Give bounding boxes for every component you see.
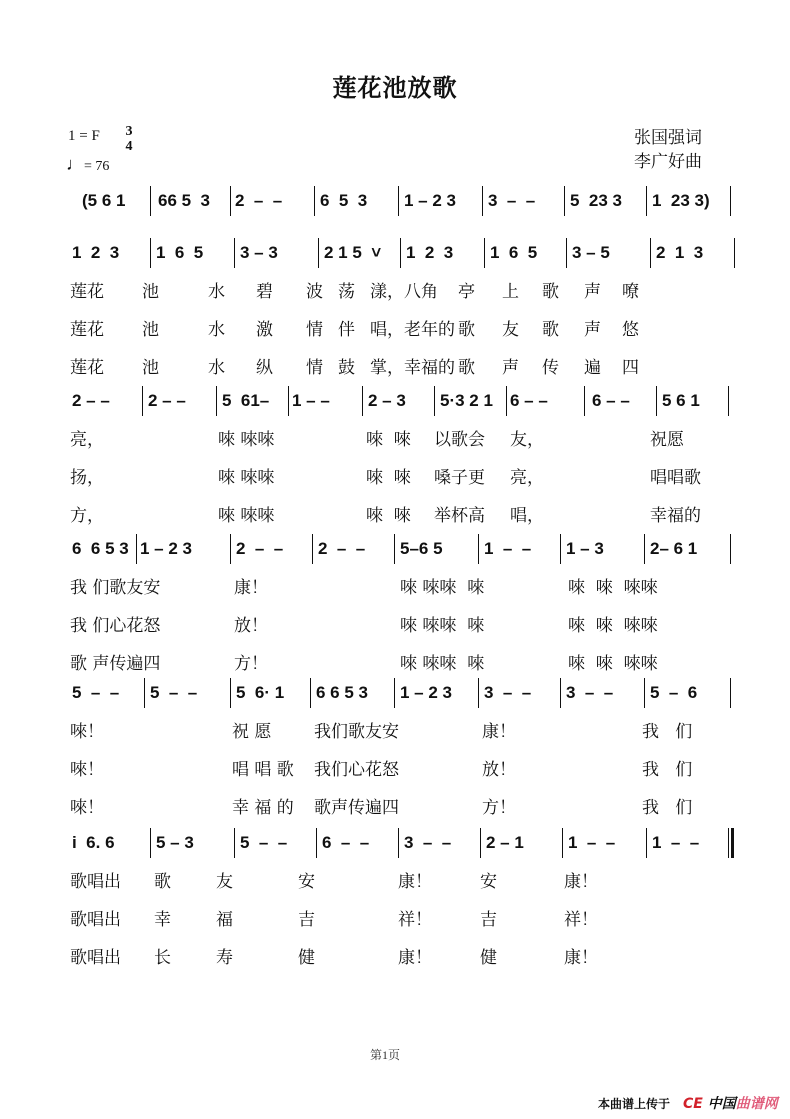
measure: 66 5 3 [158,191,210,210]
measure: i 6. 6 [72,833,115,852]
bar-line [150,828,151,858]
notation-row [70,384,740,418]
measure: 5 – – [72,683,120,702]
lyric-word: 幸 福 的 [232,798,294,818]
lyric-word: 四 [622,358,639,378]
lyric-word: 唱唱歌 [650,468,701,488]
lyric-word: 健 [298,948,315,968]
bar-line [730,678,731,708]
lyric-word: 歌 [542,282,559,302]
lyric-verse-1 [70,428,750,452]
lyric-word: 歌唱出 [70,948,121,968]
lyric-word: 嘹 [622,282,639,302]
lyric-word: 唻 唻 唻唻 [568,616,658,636]
measure: 1 – 2 3 [404,191,456,210]
brand-logo-icon: CE [683,1096,703,1112]
notation-row [70,184,740,218]
measure: 3 – 5 [572,243,610,262]
bar-line [656,386,657,416]
time-signature-bottom: 4 [125,139,133,154]
lyric-word: 激 [256,320,273,340]
bar-line [394,678,395,708]
lyric-word: 波 [306,282,323,302]
lyric-word: 唻 唻 唻唻 [568,578,658,598]
lyric-word: 放！ [234,616,268,636]
lyric-verse-3 [70,356,750,380]
measure: 5–6 5 [400,539,443,558]
bar-line [318,238,319,268]
lyric-word: 长 [154,948,171,968]
lyric-word: 歌 [542,320,559,340]
measure: 6 – – [510,391,548,410]
composer: 李广好曲 [634,152,702,172]
bar-line [314,186,315,216]
lyric-word: 幸福的 [404,358,455,378]
measure: 2 – 1 [486,833,524,852]
lyric-word: 康！ [398,948,432,968]
bar-line [566,238,567,268]
lyric-word: 友 [502,320,519,340]
lyric-verse-3 [70,796,750,820]
bar-line [484,238,485,268]
lyric-word: 祝 愿 [232,722,272,742]
bar-line [230,534,231,564]
measure: 2 – 3 [368,391,406,410]
lyric-verse-2 [70,758,750,782]
lyric-word: 唱， [370,320,404,340]
measure: 1 2 3 [72,243,120,262]
brand-watermark [683,1093,778,1113]
lyric-word: 唻 唻唻 唻 [400,578,485,598]
bar-line [560,534,561,564]
measure: 1 6 5 [156,243,204,262]
time-signature [122,124,136,154]
lyric-word: 歌 [154,872,171,892]
bar-line [734,238,735,268]
bar-line [482,186,483,216]
lyric-word: 水 [208,320,225,340]
key-signature: 1 = F [68,128,100,144]
lyric-word: 亭 [458,282,475,302]
measure: 5 – – [240,833,288,852]
lyric-word: 健 [480,948,497,968]
bar-line [150,238,151,268]
measure: 5 6 1 [662,391,700,410]
lyric-verse-3 [70,504,750,528]
bar-line [646,828,647,858]
lyric-word: 嗓子更 [434,468,485,488]
bar-line [650,238,651,268]
quarter-note-icon: ♩ [66,154,84,174]
lyric-word: 声 [584,282,601,302]
measure: 3 – – [488,191,536,210]
bar-line [136,534,137,564]
measure: 2 – – [318,539,366,558]
lyric-verse-2 [70,466,750,490]
bar-line [316,828,317,858]
notation-row [70,676,740,710]
upload-notice: 本曲谱上传于 [598,1097,671,1111]
measure: 5 – 6 [650,683,698,702]
bar-line [480,828,481,858]
lyric-word: 池 [142,282,159,302]
lyric-word: 唻！ [70,722,104,742]
lyric-word: 纵 [256,358,273,378]
notation-row [70,826,740,860]
lyric-word: 安 [480,872,497,892]
measure: 1 – – [484,539,532,558]
lyric-word: 情 [306,358,323,378]
lyric-verse-3 [70,946,750,970]
measure: 1 – 2 3 [400,683,452,702]
notation-row [70,236,740,270]
measure: 1 – – [568,833,616,852]
lyric-word: 上 [502,282,519,302]
bar-line [478,534,479,564]
measure: 1 – – [652,833,700,852]
lyric-word: 放！ [482,760,516,780]
lyric-word: 传 [542,358,559,378]
time-signature-top: 3 [125,124,133,139]
measure: 6 – – [322,833,370,852]
lyric-word: 唻！ [70,798,104,818]
lyric-word: 唻 唻 [366,430,411,450]
lyric-word: 友， [510,430,544,450]
lyric-verse-1 [70,870,750,894]
measure: 2 – – [148,391,186,410]
lyric-word: 漾， [370,282,404,302]
lyric-word: 唻 唻 [366,506,411,526]
bar-line [362,386,363,416]
final-bar-line [728,828,734,858]
measure: 5 – 3 [156,833,194,852]
lyric-word: 歌 [458,358,475,378]
bar-line [644,678,645,708]
bar-line [728,386,729,416]
lyric-word: 水 [208,358,225,378]
lyric-word: 池 [142,320,159,340]
lyric-word: 荡 [338,282,355,302]
bar-line [730,186,731,216]
lyric-word: 我 们 [642,760,693,780]
lyric-word: 亮， [70,430,104,450]
lyric-word: 唻 唻唻 [218,506,275,526]
lyric-word: 唻 唻 唻唻 [568,654,658,674]
measure: 5 61– [222,391,270,410]
lyric-word: 方！ [234,654,268,674]
lyric-word: 唻 唻唻 [218,430,275,450]
lyric-word: 举杯高 [434,506,485,526]
bar-line [398,828,399,858]
lyric-word: 莲花 [70,282,104,302]
lyric-word: 我 们心花怒 [70,616,161,636]
lyric-word: 情 [306,320,323,340]
measure: 1 23 3) [652,191,710,210]
measure: 2 – – [72,391,110,410]
lyric-word: 伴 [338,320,355,340]
measure: 1 – 3 [566,539,604,558]
credits [634,126,702,174]
lyric-word: 安 [298,872,315,892]
lyric-word: 康！ [398,872,432,892]
brand-name-part1: 中国 [707,1096,736,1112]
bar-line [312,534,313,564]
bar-line [398,186,399,216]
bar-line [644,534,645,564]
lyric-word: 唻 唻唻 唻 [400,616,485,636]
lyric-word: 扬， [70,468,104,488]
bar-line [150,186,151,216]
measure: 3 – – [404,833,452,852]
lyric-word: 亮， [510,468,544,488]
lyric-word: 歌 [458,320,475,340]
page-number: 第1页 [370,1048,401,1062]
measure: (5 6 1 [82,191,126,210]
measure: 6 6 5 3 [72,539,129,558]
lyric-word: 寿 [216,948,233,968]
measure: 1 – – [292,391,330,410]
bar-line [144,678,145,708]
lyric-word: 声 [502,358,519,378]
measure: 2 – – [236,539,284,558]
lyric-word: 我 们歌友安 [70,578,161,598]
tempo-value: = 76 [84,159,110,174]
bar-line [394,534,395,564]
bar-line [730,534,731,564]
measure: 5 – – [150,683,198,702]
measure: 5·3 2 1 [440,391,493,410]
lyric-verse-3 [70,652,750,676]
lyric-verse-1 [70,576,750,600]
lyric-word: 唻 唻唻 [218,468,275,488]
brand-name-part2: 曲谱网 [735,1096,778,1112]
measure: 2 1 5 ˅ [324,243,382,262]
lyric-word: 鼓 [338,358,355,378]
lyric-word: 吉 [480,910,497,930]
lyric-word: 唻 唻 [366,468,411,488]
lyric-word: 唱， [510,506,544,526]
measure: 3 – – [566,683,614,702]
bar-line [506,386,507,416]
bar-line [564,186,565,216]
tempo-marking [66,154,109,175]
lyric-word: 唻！ [70,760,104,780]
bar-line [478,678,479,708]
bar-line [230,186,231,216]
bar-line [310,678,311,708]
bar-line [434,386,435,416]
lyric-word: 歌唱出 [70,910,121,930]
lyric-word: 祥！ [398,910,432,930]
lyric-word: 歌 声传遍四 [70,654,161,674]
lyric-word: 莲花 [70,320,104,340]
measure: 1 6 5 [490,243,538,262]
lyric-word: 吉 [298,910,315,930]
bar-line [230,678,231,708]
lyric-word: 掌， [370,358,404,378]
lyric-word: 我 们 [642,798,693,818]
bar-line [560,678,561,708]
lyric-word: 我们歌友安 [314,722,399,742]
lyric-word: 友 [216,872,233,892]
measure: 6 5 3 [320,191,368,210]
notation-row [70,532,740,566]
lyric-word: 老年的 [404,320,455,340]
bar-line [234,238,235,268]
lyric-word: 祥！ [564,910,598,930]
bar-line [142,386,143,416]
bar-line [562,828,563,858]
lyric-word: 康！ [564,872,598,892]
bar-line [584,386,585,416]
lyric-word: 祝愿 [650,430,684,450]
measure: 2 – – [235,191,283,210]
lyric-verse-2 [70,908,750,932]
lyric-word: 康！ [564,948,598,968]
lyric-word: 池 [142,358,159,378]
measure: 6 – – [592,391,630,410]
lyric-word: 康！ [482,722,516,742]
measure: 3 – – [484,683,532,702]
bar-line [234,828,235,858]
lyric-word: 我 们 [642,722,693,742]
lyric-word: 莲花 [70,358,104,378]
lyric-word: 康！ [234,578,268,598]
lyric-word: 幸 [154,910,171,930]
measure: 2 1 3 [656,243,704,262]
lyric-word: 水 [208,282,225,302]
measure: 1 – 2 3 [140,539,192,558]
measure: 5 6· 1 [236,683,285,702]
lyric-verse-2 [70,318,750,342]
lyric-word: 方！ [482,798,516,818]
lyric-word: 幸福的 [650,506,701,526]
lyric-word: 歌唱出 [70,872,121,892]
bar-line [400,238,401,268]
bar-line [216,386,217,416]
lyricist: 张国强词 [634,128,702,148]
lyric-verse-1 [70,720,750,744]
measure: 2– 6 1 [650,539,698,558]
measure: 1 2 3 [406,243,454,262]
song-title: 莲花池放歌 [332,74,458,102]
lyric-word: 声 [584,320,601,340]
lyric-word: 方， [70,506,104,526]
measure: 6 6 5 3 [316,683,368,702]
lyric-verse-1 [70,280,750,304]
lyric-word: 悠 [622,320,639,340]
lyric-verse-2 [70,614,750,638]
lyric-word: 歌声传遍四 [314,798,399,818]
lyric-word: 八角 [404,282,438,302]
bar-line [288,386,289,416]
lyric-word: 以歌会 [434,430,485,450]
measure: 3 – 3 [240,243,278,262]
lyric-word: 我们心花怒 [314,760,399,780]
lyric-word: 遍 [584,358,601,378]
lyric-word: 碧 [256,282,273,302]
lyric-word: 唱 唱 歌 [232,760,294,780]
bar-line [646,186,647,216]
measure: 5 23 3 [570,191,622,210]
lyric-word: 福 [216,910,233,930]
lyric-word: 唻 唻唻 唻 [400,654,485,674]
